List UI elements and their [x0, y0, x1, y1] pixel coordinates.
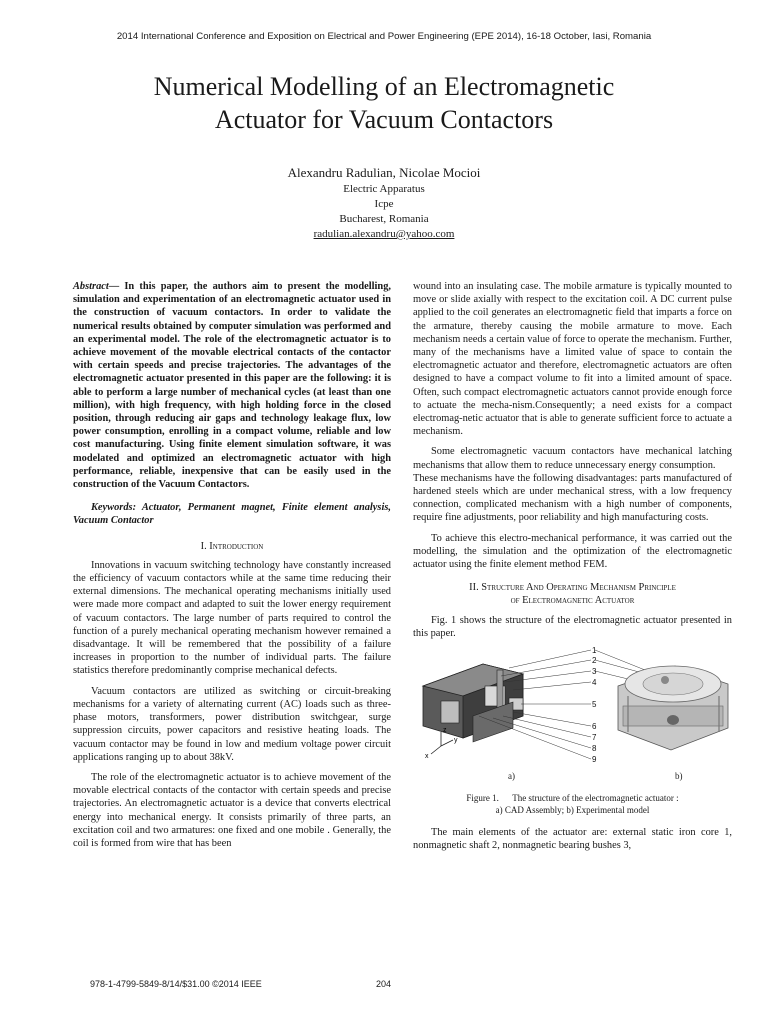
subfigure-label-a: a): [508, 771, 515, 782]
affil-org: Icpe: [374, 198, 394, 210]
figure-callout-number: 5: [592, 700, 597, 710]
figure-callout-number: 4: [592, 678, 597, 688]
paragraph: Fig. 1 shows the structure of the electromagnetic actuator presented in this paper.: [413, 614, 732, 639]
affil-city: Bucharest, Romania: [339, 213, 429, 225]
authors: Alexandru Radulian, Nicolae Mocioi: [287, 165, 481, 180]
keywords: Keywords: Actuator, Permanent magnet, Finite element analysis, Vacuum Contactor: [73, 502, 391, 527]
figure-callout-number: 8: [592, 744, 597, 754]
figure-1-image: [413, 646, 732, 768]
paragraph: These mechanisms have the following disadvantages: parts manufactured of hardened steels which are under mechanical stress, with a low frequency connection, complicated mechanism with a high number of components, require fine adjustments, poor reliability and high manufacturing costs.: [413, 472, 732, 524]
paragraph: wound into an insulating case. The mobile armature is typically mounted to move or slide axially with respect to the excitation coil. A DC current pulse applied to the coil generates an electromagnetic field that imparts a force on the armature, thereby causing the mobile armature to move. Each mechanism needs a certain value of force to operate the mechanism. Further, many of the mechanisms have a limited value of space to contain the electromagnetic actuator and therefore, electromagnetic actuators are often designed to have a compact volume to fit into a limited amount of space. Often, such compact electromagnetic actuators cannot provide enough force to actuate the mecha-nism.Consequently; a need exists for a compact electromag-netic actuator that is able to generate sufficient force to actuate a mechanism.: [413, 281, 732, 438]
conference-header: 2014 International Conference and Exposition on Electrical and Power Engineering (EPE 2014), 16-18 October, Iasi, Romania: [116, 31, 652, 42]
left-column: [73, 280, 391, 857]
affil-dept: Electric Apparatus: [343, 183, 425, 195]
axis-label-x: x: [425, 753, 429, 761]
figure-sublabels: [413, 770, 732, 784]
caption-line-2: a) CAD Assembly; b) Experimental model: [495, 805, 650, 816]
section-heading-structure: [413, 581, 732, 607]
section-heading-line-1: II. Structure And Operating Mechanism Principle: [469, 582, 676, 594]
axis-label-y: y: [454, 737, 458, 745]
paragraph: Innovations in vacuum switching technology have constantly increased the efficiency of vacuum contactors while at the same time reducing their external dimensions. The mechanical operating mechanisms initially used were made more compact and adapted to suit the lower energy requirement of vacuum contactors. The large number of parts required to control the function of a purely mechanical operating mechanism however remained a disadvantage. It will be remembered that the possibility of a failure increases in proportion to the number of individual parts. The failure statistics therefore predominantly comprise mechanical defects.: [73, 559, 391, 677]
paragraph: The main elements of the actuator are: external static iron core 1, nonmagnetic shaft 2, nonmagnetic bearing bushes 3,: [413, 827, 732, 852]
axis-label-z: z: [443, 727, 447, 735]
paragraph: Some electromagnetic vacuum contactors have mechanical latching mechanisms that allow them to reduce unnecessary energy consumption.: [413, 446, 732, 471]
experimental-model-photo: [618, 666, 728, 750]
author-email-link[interactable]: radulian.alexandru@yahoo.com: [313, 228, 455, 240]
paper-title: [40, 70, 728, 136]
figure-callout-number: 6: [592, 722, 597, 732]
figure-callout-number: 3: [592, 667, 597, 677]
footer-isbn: 978-1-4799-5849-8/14/$31.00 ©2014 IEEE: [90, 979, 262, 989]
figure-callout-number: 9: [592, 755, 597, 765]
section-heading-line-2: of Electromagnetic Actuator: [510, 595, 635, 607]
abstract: [73, 280, 391, 491]
paragraph: Vacuum contactors are utilized as switching or circuit-breaking mechanisms for a variety of alternating current (AC) loads such as three-phase motors, transformers, power distribution switchgear, surge suppression circuits, power capacitors and resistive heating loads. The vacuum contactor may be found in low and medium voltage power circuit applications ranging up to about 38kV.: [73, 685, 391, 763]
right-column: [413, 280, 732, 859]
paragraph: The role of the electromagnetic actuator is to achieve movement of the movable electrical contacts of the contactor with certain speeds and precise trajectories. An electromagnetic actuator is a device that converts electrical energy into mechanical energy. It consists primarily of three parts, an excitation coil and two armatures: one fixed and one mobile . Generally, the coil is formed from wire that has been: [73, 771, 391, 849]
affiliation: [0, 182, 768, 242]
caption-line-1: Figure 1. The structure of the electromagnetic actuator :: [466, 793, 679, 804]
figure-1: [413, 646, 732, 768]
paragraph: To achieve this electro-mechanical performance, it was carried out the modelling, the simulation and the optimization of the electromagnetic actuator using the finite element method FEM.: [413, 532, 732, 571]
abstract-text: — In this paper, the authors aim to present the modelling, simulation and experimentation of an electromagnetic actuator used in the construction of vacuum contactors. In order to validate the numerical results obtained by computer simulation was performed and an experimental model. The role of the electromagnetic actuator is to achieve movement of the movable electrical contacts of the contactor with certain speeds and precise trajectories. The advantages of the electromagnetic actuator presented in this paper are the following: it is able to perform a large number of mechanical cycles (at least than one million), with high frequency, with high holding force in the closed position, through reducing air gaps and technology leakage flux, low power consumption, enrolling in a compact volume, reliable and low cost manufacturing. Using finite element simulation software, it was modelated and optimized an electromagnetic actuator with high performance, reliable, inexpensive that can be easily used in the construction of the Vacuum Contactors.: [73, 281, 391, 491]
figure-caption: [413, 792, 732, 816]
subfigure-label-b: b): [675, 771, 683, 782]
figure-callout-number: 7: [592, 733, 597, 743]
abstract-label: Abstract: [73, 281, 109, 292]
title-line-2: Actuator for Vacuum Contactors: [214, 105, 554, 134]
cad-assembly-drawing: [423, 664, 523, 754]
page-number: 204: [376, 979, 392, 989]
figure-callout-number: 2: [592, 656, 597, 666]
title-line-1: Numerical Modelling of an Electromagnetic: [153, 72, 615, 101]
section-heading-introduction: I. Introduction: [200, 540, 264, 552]
figure-callout-number: 1: [592, 646, 597, 656]
